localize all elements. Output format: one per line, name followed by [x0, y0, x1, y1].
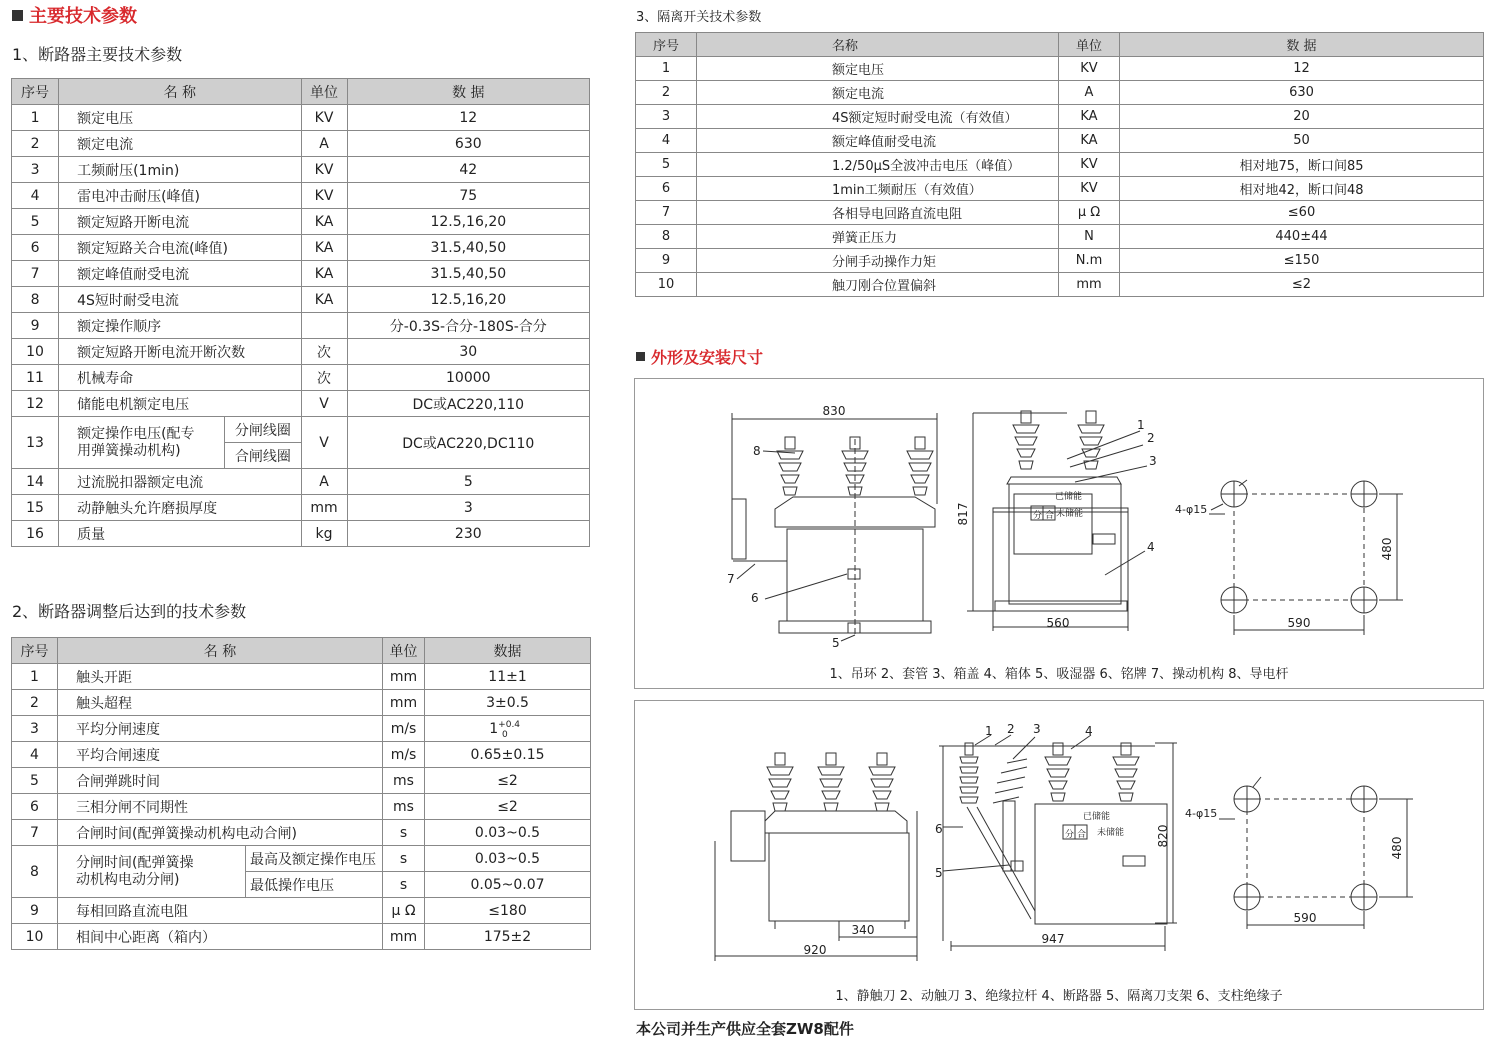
table-cell: 次: [301, 339, 347, 365]
table-cell: 10: [12, 339, 59, 365]
table-row: [12, 261, 590, 287]
table-row: [12, 287, 590, 313]
svg-text:8: 8: [753, 444, 761, 458]
table-cell: 3: [636, 105, 697, 129]
svg-text:3: 3: [1033, 722, 1041, 736]
table-header-row: [12, 79, 590, 105]
breaker-outline-drawing: [635, 379, 1483, 688]
cell-line: 额定操作电压(配专: [77, 425, 195, 442]
table-cell: 三相分闸不同期性: [58, 794, 383, 820]
table-cell: 各相导电回路直流电阻: [697, 201, 1059, 225]
cell-line: 动机构电动分闸): [76, 871, 180, 888]
table-cell: KV: [301, 183, 347, 209]
figure-1-caption: 1、吊环 2、套管 3、箱盖 4、箱体 5、吸湿器 6、铭牌 7、操动机构 8、导电杆: [829, 667, 1289, 682]
table-cell: 5: [347, 469, 589, 495]
table-row: [12, 846, 591, 872]
table-cell: 7: [636, 201, 697, 225]
table-row: [12, 794, 591, 820]
table-cell: 0.65±0.15: [425, 742, 591, 768]
table-cell: 最高及额定操作电压: [246, 846, 383, 872]
svg-text:6: 6: [751, 591, 759, 605]
value-base: 1: [489, 720, 499, 737]
header-unit: 单位: [383, 638, 425, 664]
table-cell: 合闸弹跳时间: [58, 768, 383, 794]
table-cell: KA: [301, 209, 347, 235]
table-row: [12, 157, 590, 183]
table-cell: 42: [347, 157, 589, 183]
table-cell: 5: [636, 153, 697, 177]
table-cell: 额定电压: [697, 57, 1059, 81]
value-sub: 0: [502, 729, 508, 740]
header-name: 名 称: [58, 638, 383, 664]
header-no: 序号: [12, 638, 58, 664]
table-row: [12, 131, 590, 157]
header-name: 名 称: [59, 79, 301, 105]
svg-text:分: 分: [1065, 830, 1075, 840]
table-cell: DC或AC220,110: [347, 391, 589, 417]
table-cell: 175±2: [425, 924, 591, 950]
svg-text:未储能: 未储能: [1097, 828, 1125, 838]
svg-text:920: 920: [803, 943, 827, 957]
table-cell: s: [383, 820, 425, 846]
table-cell: 12: [347, 105, 589, 131]
table-cell: KA: [1059, 129, 1120, 153]
table-cell: 5: [12, 209, 59, 235]
table-cell: 10000: [347, 365, 589, 391]
table-cell: KV: [1059, 153, 1120, 177]
table-cell: 12: [1120, 57, 1484, 81]
table-cell: 工频耐压(1min): [59, 157, 301, 183]
table-cell: 630: [1120, 81, 1484, 105]
header-name: 名称: [697, 33, 1059, 57]
table-cell: 1: [12, 105, 59, 131]
svg-text:已储能: 已储能: [1055, 492, 1083, 502]
table-cell: 630: [347, 131, 589, 157]
table-cell: N: [1059, 225, 1120, 249]
main-section-title: [12, 2, 137, 28]
table-cell: 50: [1120, 129, 1484, 153]
t2-title: 2、断路器调整后达到的技术参数: [12, 602, 247, 621]
table-cell: 4: [12, 183, 59, 209]
table-cell: 9: [12, 898, 58, 924]
table-row: [636, 273, 1484, 297]
svg-text:合: 合: [1045, 511, 1055, 521]
footer-note: 本公司并生产供应全套ZW8配件: [636, 1020, 854, 1038]
table-cell: 触头超程: [58, 690, 383, 716]
table-cell: 额定短路关合电流(峰值): [59, 235, 301, 261]
svg-text:5: 5: [832, 636, 840, 650]
table-cell: 230: [347, 521, 589, 547]
table-cell: ms: [383, 794, 425, 820]
table-cell: 31.5,40,50: [347, 235, 589, 261]
table-row: [12, 742, 591, 768]
table-cell: ms: [383, 768, 425, 794]
table-cell: 0.03~0.5: [425, 820, 591, 846]
table-cell: 0.05~0.07: [425, 872, 591, 898]
svg-text:7: 7: [727, 572, 735, 586]
table-cell: 2: [12, 690, 58, 716]
table-cell: 分闸手动操作力矩: [697, 249, 1059, 273]
table-cell: A: [301, 131, 347, 157]
t3-title: 3、隔离开关技术参数: [636, 10, 762, 25]
table-cell: 5: [12, 768, 58, 794]
table-cell: 14: [12, 469, 59, 495]
table-cell: 7: [12, 820, 58, 846]
svg-text:已储能: 已储能: [1083, 812, 1111, 822]
table-cell: ≤150: [1120, 249, 1484, 273]
table-row: [636, 81, 1484, 105]
svg-text:4-φ15: 4-φ15: [1175, 503, 1208, 516]
table-cell: 3±0.5: [425, 690, 591, 716]
header-no: 序号: [636, 33, 697, 57]
table-row: [12, 768, 591, 794]
table-cell: 平均合闸速度: [58, 742, 383, 768]
table-cell: 3: [12, 716, 58, 742]
cell-line: 用弹簧操动机构): [77, 442, 181, 459]
svg-text:6: 6: [935, 822, 943, 836]
svg-text:4: 4: [1147, 540, 1155, 554]
table-cell: m/s: [383, 742, 425, 768]
table-cell: mm: [383, 664, 425, 690]
table-cell: 4: [636, 129, 697, 153]
header-data: 数据: [425, 638, 591, 664]
table-cell: KV: [301, 105, 347, 131]
t1-title: 1、断路器主要技术参数: [12, 45, 183, 64]
svg-text:340: 340: [851, 923, 875, 937]
table-cell: 平均分闸速度: [58, 716, 383, 742]
header-data: 数 据: [347, 79, 589, 105]
table-cell: 6: [12, 794, 58, 820]
table-cell: 4: [12, 742, 58, 768]
table-cell: 15: [12, 495, 59, 521]
table-cell: 弹簧正压力: [697, 225, 1059, 249]
table-row: [636, 177, 1484, 201]
table-cell: 相间中心距离（箱内）: [58, 924, 383, 950]
breaker-adjusted-params-table: [11, 637, 591, 950]
table-cell: 分闸线圈: [225, 417, 301, 443]
table-cell: N.m: [1059, 249, 1120, 273]
table-cell: 11±1: [425, 664, 591, 690]
table-cell: 雷电冲击耐压(峰值): [59, 183, 301, 209]
table-cell: 分-0.3S-合分-180S-合分: [347, 313, 589, 339]
table-cell: 13: [12, 417, 59, 469]
table-cell: ≤2: [425, 768, 591, 794]
table-cell: μ Ω: [1059, 201, 1120, 225]
svg-text:1: 1: [1137, 418, 1145, 432]
svg-text:2: 2: [1147, 431, 1155, 445]
table-cell: A: [1059, 81, 1120, 105]
table-header-row: [636, 33, 1484, 57]
table-cell: 16: [12, 521, 59, 547]
table-cell: 8: [636, 225, 697, 249]
table-cell: 440±44: [1120, 225, 1484, 249]
table-row: [12, 469, 590, 495]
table-row: [12, 924, 591, 950]
value-sup: +0.4: [498, 719, 521, 730]
table-cell: DC或AC220,DC110: [347, 417, 589, 469]
dims-title-text: 外形及安装尺寸: [651, 348, 764, 367]
table-cell: 额定峰值耐受电流: [697, 129, 1059, 153]
table-cell: 9: [636, 249, 697, 273]
table-cell: s: [383, 846, 425, 872]
table-row: [636, 225, 1484, 249]
header-unit: 单位: [1059, 33, 1120, 57]
table-cell: mm: [383, 924, 425, 950]
table-cell: 10: [12, 924, 58, 950]
table-cell: 30: [347, 339, 589, 365]
table-cell: 10: [636, 273, 697, 297]
table-cell: 额定操作顺序: [59, 313, 301, 339]
table-cell: 20: [1120, 105, 1484, 129]
table-cell: 额定短路开断电流开断次数: [59, 339, 301, 365]
header-unit: 单位: [301, 79, 347, 105]
table-cell: 8: [12, 846, 58, 898]
table-cell: 2: [12, 131, 59, 157]
table-cell: 7: [12, 261, 59, 287]
table-row: [636, 201, 1484, 225]
svg-text:4: 4: [1085, 724, 1093, 738]
table-row: [12, 664, 591, 690]
table-cell: 1: [12, 664, 58, 690]
svg-text:830: 830: [822, 404, 846, 418]
dims-section-title: [636, 345, 763, 368]
svg-text:4-φ15: 4-φ15: [1185, 807, 1218, 820]
table-cell: 12: [12, 391, 59, 417]
table-row: [12, 313, 590, 339]
table-cell: [58, 846, 246, 898]
table-cell: mm: [383, 690, 425, 716]
table-cell: 每相回路直流电阻: [58, 898, 383, 924]
table-cell: ≤180: [425, 898, 591, 924]
table-cell: μ Ω: [383, 898, 425, 924]
table-cell: m/s: [383, 716, 425, 742]
table-cell: 触刀刚合位置偏斜: [697, 273, 1059, 297]
table-cell: 质量: [59, 521, 301, 547]
table-row: [12, 898, 591, 924]
table-cell: 1.2/50μS全波冲击电压（峰值）: [697, 153, 1059, 177]
svg-text:2: 2: [1007, 722, 1015, 736]
svg-text:590: 590: [1293, 911, 1317, 925]
table-cell: KA: [301, 287, 347, 313]
table-row: [12, 495, 590, 521]
table-cell: 1: [636, 57, 697, 81]
table-cell: [301, 313, 347, 339]
table-cell: 6: [636, 177, 697, 201]
table-cell: 3: [12, 157, 59, 183]
table-cell: 3: [347, 495, 589, 521]
square-bullet-icon: [12, 10, 23, 21]
table-cell: V: [301, 417, 347, 469]
svg-text:未储能: 未储能: [1056, 509, 1084, 519]
svg-text:分: 分: [1033, 511, 1043, 521]
table-row: [636, 105, 1484, 129]
table-cell: 额定电压: [59, 105, 301, 131]
header-data: 数 据: [1120, 33, 1484, 57]
svg-text:560: 560: [1046, 616, 1070, 630]
square-bullet-icon: [636, 352, 645, 361]
table-cell: 4S额定短时耐受电流（有效值）: [697, 105, 1059, 129]
table-row: [12, 339, 590, 365]
table-cell: 9: [12, 313, 59, 339]
table-cell: 1min工频耐压（有效值）: [697, 177, 1059, 201]
dimension-figure-1: [634, 378, 1484, 689]
table-cell: 11: [12, 365, 59, 391]
table-cell: mm: [1059, 273, 1120, 297]
svg-text:480: 480: [1390, 836, 1404, 860]
table-cell: 额定峰值耐受电流: [59, 261, 301, 287]
svg-text:3: 3: [1149, 454, 1157, 468]
table-cell: 相对地42，断口间48: [1120, 177, 1484, 201]
svg-text:5: 5: [935, 866, 943, 880]
table-row: [12, 391, 590, 417]
table-cell: 31.5,40,50: [347, 261, 589, 287]
table-cell: ≤60: [1120, 201, 1484, 225]
table-cell: mm: [301, 495, 347, 521]
table-row: [12, 690, 591, 716]
isolator-outline-drawing: [635, 701, 1483, 1009]
table-row: [12, 235, 590, 261]
table-cell: KA: [301, 261, 347, 287]
svg-text:817: 817: [956, 502, 970, 526]
table-row: [12, 365, 590, 391]
table-row: [12, 209, 590, 235]
table-cell: 最低操作电压: [246, 872, 383, 898]
table-row: [12, 183, 590, 209]
table-cell: 8: [12, 287, 59, 313]
header-no: 序号: [12, 79, 59, 105]
table-cell: 75: [347, 183, 589, 209]
table-cell: 储能电机额定电压: [59, 391, 301, 417]
breaker-main-params-table: [11, 78, 590, 547]
table-cell: KV: [1059, 57, 1120, 81]
table-cell: 额定短路开断电流: [59, 209, 301, 235]
main-title-text: 主要技术参数: [29, 6, 137, 27]
table-cell: 次: [301, 365, 347, 391]
table-cell: 触头开距: [58, 664, 383, 690]
cell-line: 分闸时间(配弹簧操: [76, 854, 194, 871]
table-cell: 0.03~0.5: [425, 846, 591, 872]
isolating-switch-params-table: [635, 32, 1484, 297]
table-cell: [59, 417, 225, 469]
table-cell: ≤2: [425, 794, 591, 820]
table-row: [12, 521, 590, 547]
table-cell: 6: [12, 235, 59, 261]
table-cell: ≤2: [1120, 273, 1484, 297]
svg-text:合: 合: [1077, 830, 1087, 840]
table-row: [12, 716, 591, 742]
table-cell: 12.5,16,20: [347, 287, 589, 313]
table-cell: 额定电流: [697, 81, 1059, 105]
table-cell: KA: [1059, 105, 1120, 129]
svg-text:947: 947: [1041, 932, 1065, 946]
table-cell: V: [301, 391, 347, 417]
table-header-row: [12, 638, 591, 664]
table-cell: KV: [1059, 177, 1120, 201]
table-cell: 12.5,16,20: [347, 209, 589, 235]
table-cell: 动静触头允许磨损厚度: [59, 495, 301, 521]
table-cell: [425, 716, 591, 742]
table-cell: 额定电流: [59, 131, 301, 157]
table-cell: 4S短时耐受电流: [59, 287, 301, 313]
table-cell: s: [383, 872, 425, 898]
table-cell: A: [301, 469, 347, 495]
svg-text:820: 820: [1156, 824, 1170, 848]
table-row: [636, 57, 1484, 81]
dimension-figure-2: [634, 700, 1484, 1010]
table-cell: kg: [301, 521, 347, 547]
table-row: [12, 820, 591, 846]
svg-text:590: 590: [1287, 616, 1311, 630]
table-cell: KV: [301, 157, 347, 183]
table-cell: 合闸时间(配弹簧操动机构电动合闸): [58, 820, 383, 846]
svg-text:480: 480: [1380, 537, 1394, 561]
table-row: [636, 153, 1484, 177]
table-cell: 机械寿命: [59, 365, 301, 391]
table-cell: 2: [636, 81, 697, 105]
table-row: [12, 105, 590, 131]
table-cell: 过流脱扣器额定电流: [59, 469, 301, 495]
table-cell: 合闸线圈: [225, 443, 301, 469]
table-row: [636, 249, 1484, 273]
table-cell: 相对地75，断口间85: [1120, 153, 1484, 177]
svg-text:1: 1: [985, 724, 993, 738]
table-row: [636, 129, 1484, 153]
table-cell: KA: [301, 235, 347, 261]
figure-2-caption: 1、静触刀 2、动触刀 3、绝缘拉杆 4、断路器 5、隔离刀支架 6、支柱绝缘子: [835, 989, 1283, 1004]
table-row: [12, 417, 590, 443]
